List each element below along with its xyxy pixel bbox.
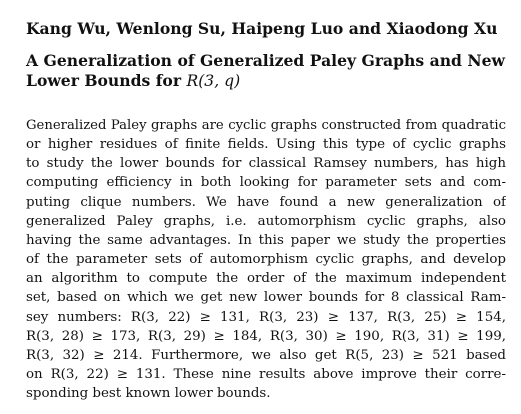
abstract-line: sey numbers: R(3, 22) ≥ 131, R(3, 23) ≥ 137, R(3, 25) ≥ 154, — [26, 309, 506, 325]
abstract-line: generalized Paley graphs, i.e. automorphism cyclic graphs, also — [26, 213, 506, 229]
abstract-line: Generalized Paley graphs are cyclic graphs constructed from quadratic — [26, 118, 506, 133]
title-math-r3q: R(3, q) — [186, 72, 241, 90]
title-line-2-text: Lower Bounds for — [26, 71, 187, 90]
author-list: Kang Wu, Wenlong Su, Haipeng Luo and Xiaodong Xu — [26, 19, 498, 38]
abstract-line: R(3, 32) ≥ 214. Furthermore, we also get R(5, 23) ≥ 521 based — [26, 347, 506, 363]
abstract-line: or higher residues of finite fields. Using this type of cyclic graphs — [26, 137, 506, 153]
abstract-line: on R(3, 22) ≥ 131. These nine results above improve their corre- — [26, 367, 506, 383]
abstract-line: an algorithm to compute the order of the maximum independent — [26, 271, 506, 287]
abstract-line: to study the lower bounds for classical Ramsey numbers, has high — [26, 156, 506, 172]
abstract-line: puting clique numbers. We have found a new generalization of — [26, 194, 506, 210]
abstract-line: set, based on which we get new lower bounds for 8 classical Ram- — [26, 290, 506, 306]
abstract-line: having the same advantages. In this paper we study the properties — [26, 232, 506, 248]
title-line-2 — [26, 71, 511, 91]
abstract — [26, 116, 506, 403]
abstract-line: computing efficiency in both looking for parameter sets and com- — [26, 175, 506, 191]
title-line-1: A Generalization of Generalized Paley Graphs and New — [26, 51, 505, 70]
abstract-line: R(3, 28) ≥ 173, R(3, 29) ≥ 184, R(3, 30) ≥ 190, R(3, 31) ≥ 199, — [26, 328, 506, 344]
abstract-line: of the parameter sets of automorphism cyclic graphs, and develop — [26, 252, 506, 268]
abstract-line-last: sponding best known lower bounds. — [26, 386, 271, 402]
paper-title — [26, 51, 511, 91]
